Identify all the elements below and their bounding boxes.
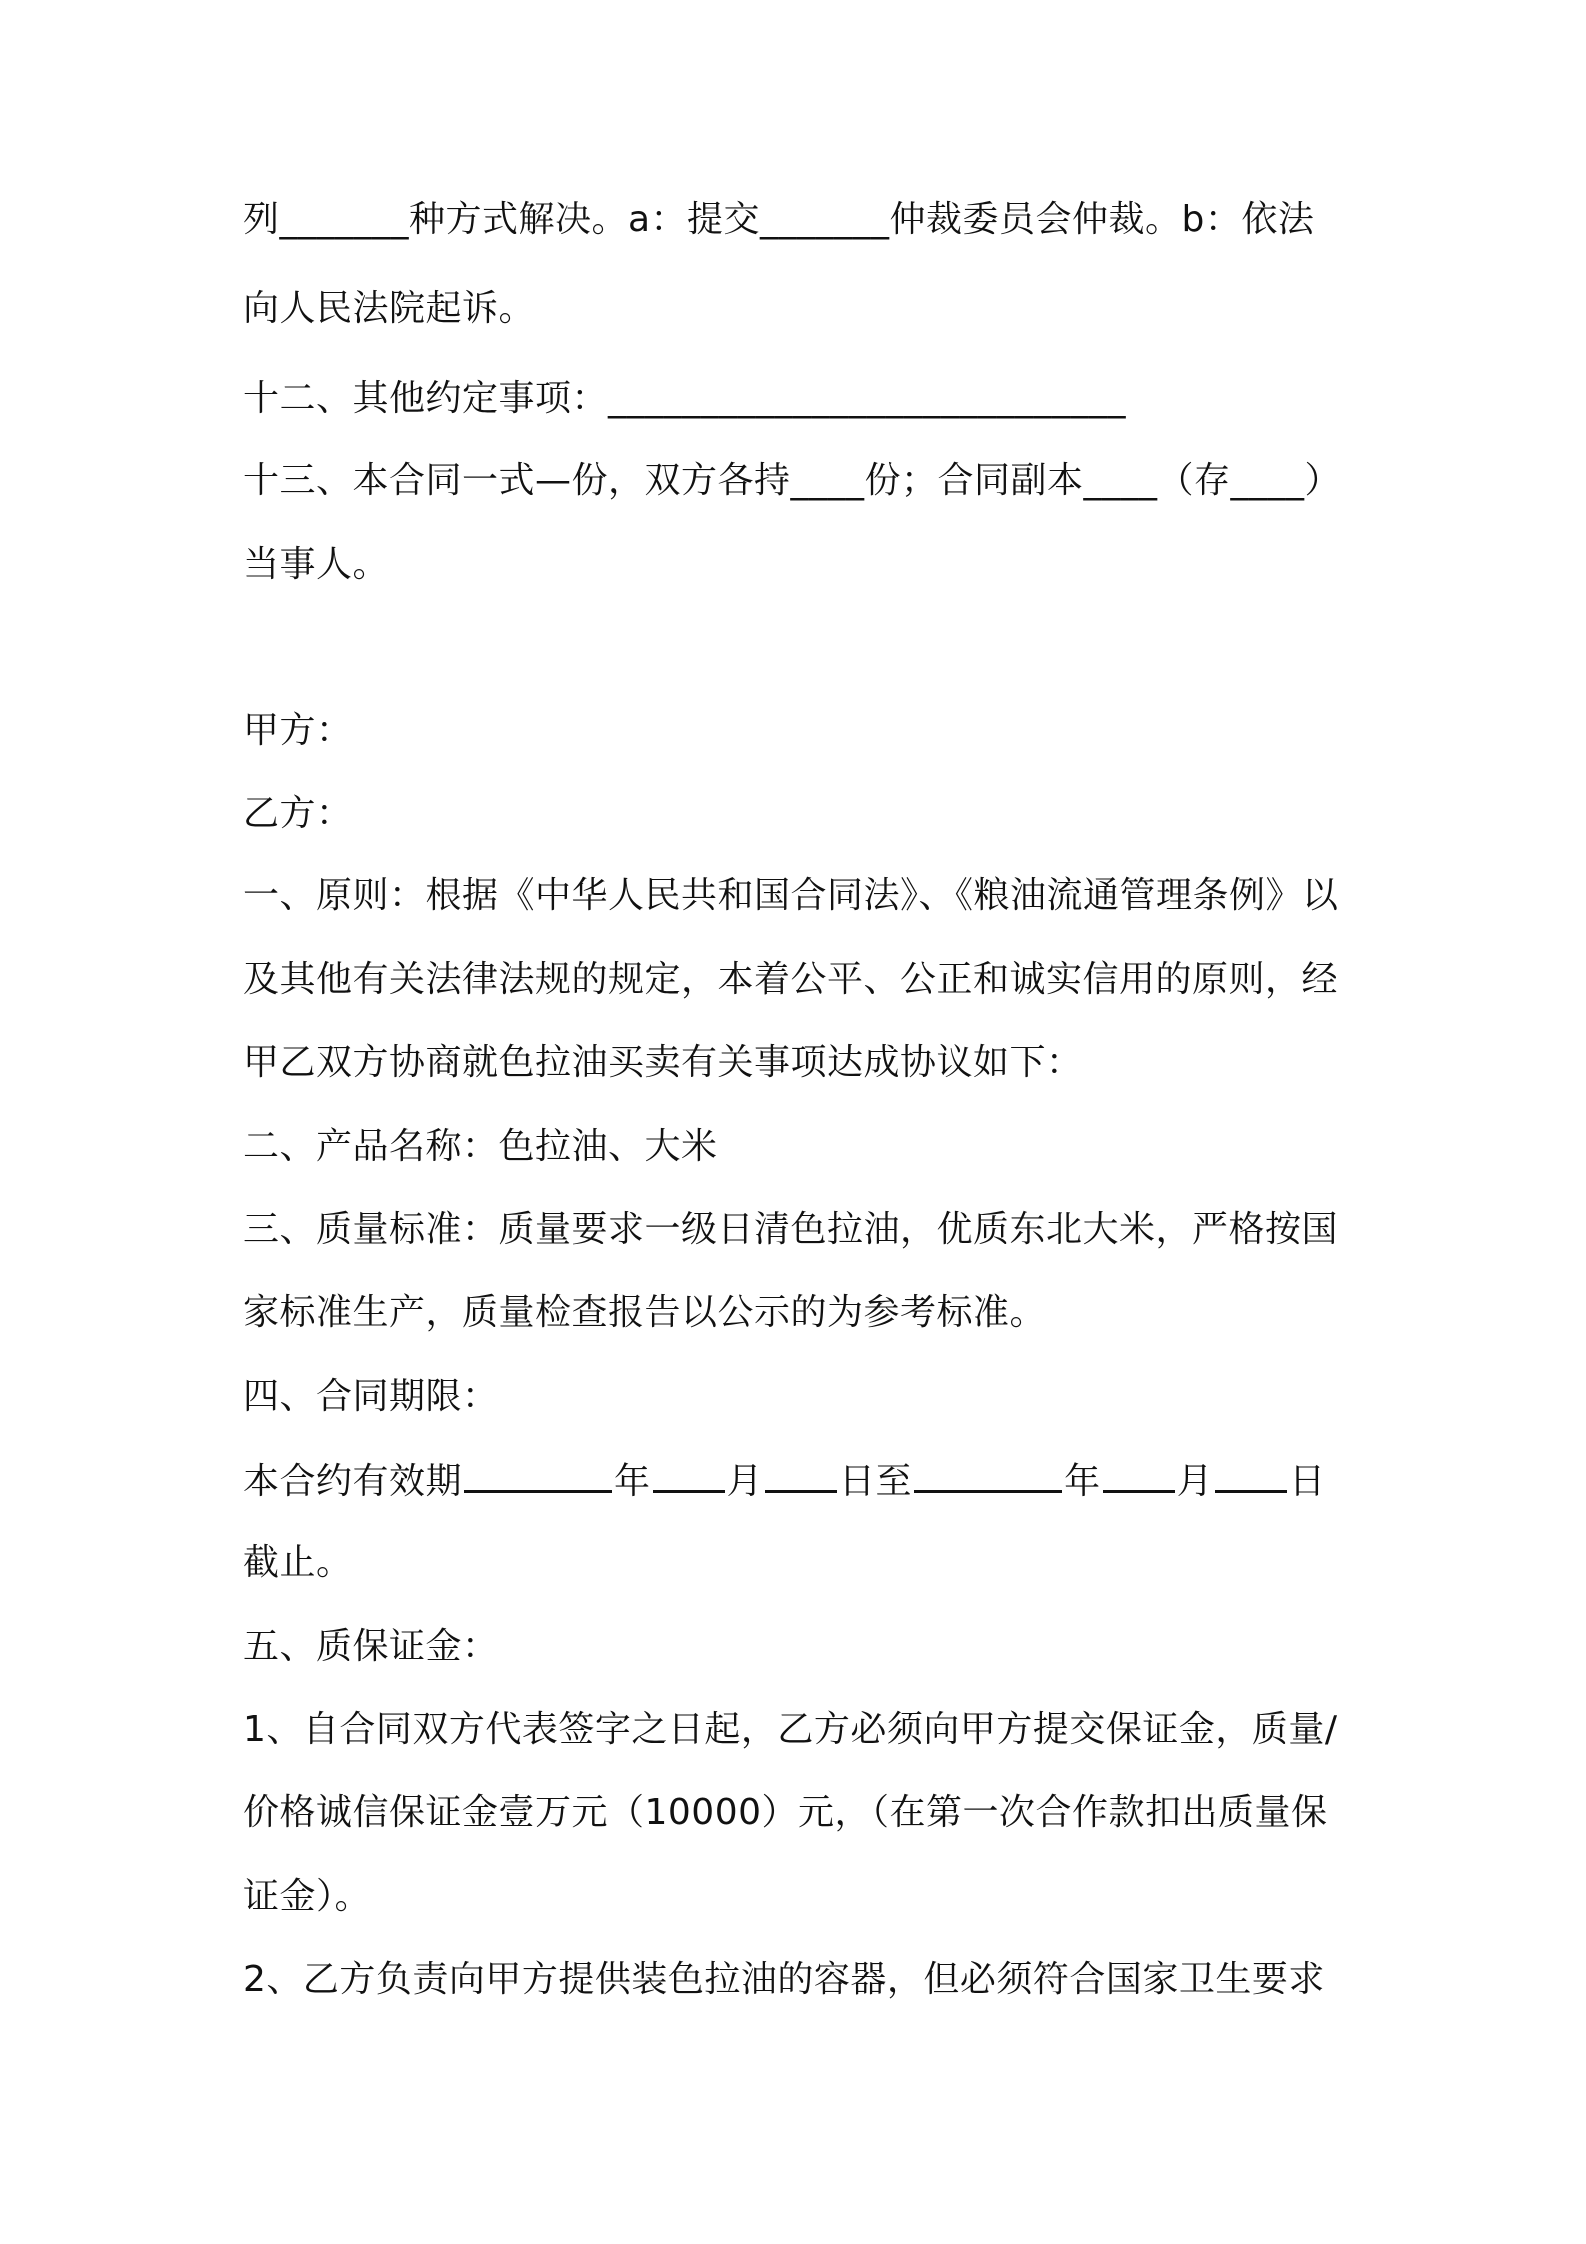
end-day-field[interactable] [1215,1456,1287,1493]
end-year-field[interactable] [914,1456,1062,1493]
text-line: 价格诚信保证金壹万元（10000）元，（在第一次合作款扣出质量保 [243,1792,1328,1833]
month-label: 月 [726,1461,764,1502]
text-line: 四、合同期限： [243,1376,499,1417]
year-label: 年 [614,1461,651,1502]
text-line: 三、质量标准：质量要求一级日清色拉油，优质东北大米，严格按国 [243,1209,1339,1250]
validity-period-line [243,1456,1326,1506]
text-line: 当事人。 [243,544,390,585]
text-line: 列_______种方式解决。a：提交_______仲裁委员会仲裁。b：依法 [243,199,1315,240]
month-label: 月 [1176,1461,1214,1502]
start-day-field[interactable] [765,1456,837,1493]
validity-label: 本合约有效期 [243,1461,463,1502]
text-line: 1、自合同双方代表签字之日起，乙方必须向甲方提交保证金，质量/ [243,1709,1338,1750]
start-year-field[interactable] [464,1456,612,1493]
day-to-label: 日至 [839,1461,913,1502]
text-line: 及其他有关法律法规的规定，本着公平、公正和诚实信用的原则，经 [243,959,1339,1000]
text-line: 家标准生产，质量检查报告以公示的为参考标准。 [243,1292,1047,1333]
text-line: 五、质保证金： [243,1626,499,1667]
end-month-field[interactable] [1103,1456,1175,1493]
text-line: 十二、其他约定事项：____________________________ [243,378,1127,419]
party-a-label: 甲方： [243,710,353,751]
day-label: 日 [1289,1461,1326,1502]
text-line: 截止。 [243,1542,353,1583]
text-line: 向人民法院起诉。 [243,288,536,329]
text-line: 一、原则：根据《中华人民共和国合同法》、《粮油流通管理条例》以 [243,875,1339,916]
text-line: 甲乙双方协商就色拉油买卖有关事项达成协议如下： [243,1042,1083,1083]
text-line: 十三、本合同一式—份，双方各持____份；合同副本____（存____） [243,460,1342,501]
start-month-field[interactable] [653,1456,725,1493]
year-label: 年 [1064,1461,1101,1502]
text-line: 二、产品名称：色拉油、大米 [243,1126,718,1167]
party-b-label: 乙方： [243,793,353,834]
text-line: 证金）。 [243,1876,372,1917]
text-line: 2、乙方负责向甲方提供装色拉油的容器，但必须符合国家卫生要求 [243,1959,1325,2000]
